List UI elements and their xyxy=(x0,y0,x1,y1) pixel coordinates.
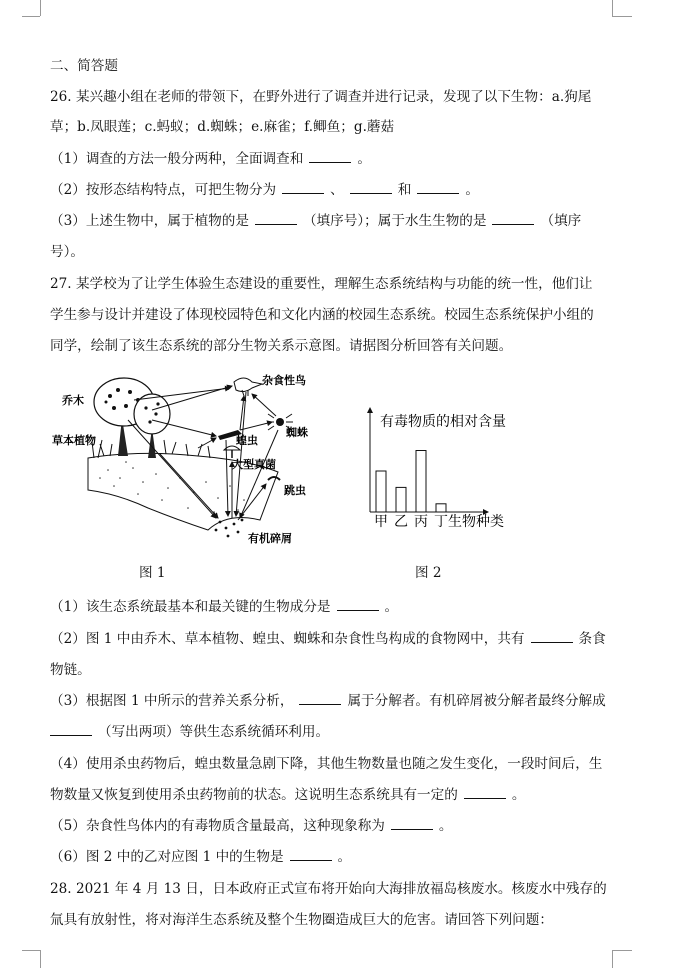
ecosystem-figure xyxy=(48,370,330,550)
category-label-1: 乙 xyxy=(394,514,408,530)
q27-sub1-text: （1）该生态系统最基本和最关键的生物成分是 xyxy=(50,599,331,615)
toxin-bar-chart xyxy=(360,400,530,532)
label-bird: 杂食性鸟 xyxy=(262,374,306,387)
q26-sub2 xyxy=(50,181,479,199)
q26-sub2-sep: 、 xyxy=(330,182,344,198)
answer-blank[interactable] xyxy=(50,723,92,736)
q27-sub5-end: 。 xyxy=(438,818,453,834)
q27-sub2-text: （2）图 1 中由乔木、草本植物、蝗虫、蜘蛛和杂食性鸟构成的食物网中，共有 xyxy=(50,631,525,647)
q26-sub1 xyxy=(50,150,371,168)
crop-mark-top-right-h xyxy=(612,16,632,17)
q27-sub3-wrap xyxy=(50,723,329,741)
answer-blank[interactable] xyxy=(282,181,324,194)
q27-sub4: （4）使用杀虫药物后，蝗虫数量急剧下降，其他生物数量也随之发生变化，一段时间后，生 xyxy=(50,756,603,772)
q27-line1: 27. 某学校为了让学生体验生态建设的重要性，理解生态系统结构与功能的统一性，他们让 xyxy=(50,276,593,292)
q27-sub2 xyxy=(50,630,606,648)
section-title: 二、简答题 xyxy=(50,58,118,74)
answer-blank[interactable] xyxy=(464,786,506,799)
q27-sub3-mid: 属于分解者。有机碎屑被分解者最终分解成 xyxy=(347,693,606,709)
answer-blank[interactable] xyxy=(290,848,332,861)
answer-blank[interactable] xyxy=(531,630,573,643)
crop-mark-bottom-right-h xyxy=(612,950,632,951)
category-label-0: 甲 xyxy=(374,514,388,530)
crop-mark-top-left-h xyxy=(22,16,40,17)
q26-sub2-text: （2）按形态结构特点，可把生物分为 xyxy=(50,182,277,198)
q26-sub3 xyxy=(50,212,581,230)
q26-sub3-text: （3）上述生物中，属于植物的是 xyxy=(50,213,249,229)
q27-sub3 xyxy=(50,692,606,710)
answer-blank[interactable] xyxy=(391,817,433,830)
q27-sub6-text: （6）图 2 中的乙对应图 1 中的生物是 xyxy=(50,849,284,865)
q27-sub5-text: （5）杂食性鸟体内的有毒物质含量最高，这种现象称为 xyxy=(50,818,385,834)
bar-3 xyxy=(436,504,446,512)
answer-blank[interactable] xyxy=(350,181,392,194)
q27-sub2-wrap: 物链。 xyxy=(50,662,91,678)
answer-blank[interactable] xyxy=(492,212,534,225)
q26-sub1-end: 。 xyxy=(357,151,371,167)
q26-sub1-text: （1）调查的方法一般分两种，全面调查和 xyxy=(50,151,304,167)
q27-sub3-text: （3）根据图 1 中所示的营养关系分析， xyxy=(50,693,294,709)
label-spider: 蜘蛛 xyxy=(286,426,308,439)
q26-line2: 草；b.凤眼莲；c.蚂蚁；d.蜘蛛；e.麻雀；f.鲫鱼；g.蘑菇 xyxy=(50,119,395,135)
label-herb: 草本植物 xyxy=(52,434,96,447)
q26-line1: 26. 某兴趣小组在老师的带领下，在野外进行了调查并进行记录，发现了以下生物：a.狗尾 xyxy=(50,89,592,105)
figure1-caption: 图 1 xyxy=(139,565,166,581)
label-springtail: 跳虫 xyxy=(284,484,306,497)
q27-sub4-end: 。 xyxy=(511,787,526,803)
x-axis-label: 生物种类 xyxy=(448,514,504,530)
figure2-caption: 图 2 xyxy=(415,565,442,581)
q27-sub5 xyxy=(50,817,453,835)
q28-line1: 28. 2021 年 4 月 13 日，日本政府正式宣布将开始向大海排放福岛核废水。核废水中残存的 xyxy=(50,881,607,897)
q27-sub1 xyxy=(50,598,398,616)
q27-sub6 xyxy=(50,848,351,866)
q26-sub2-end: 。 xyxy=(465,182,479,198)
answer-blank[interactable] xyxy=(255,212,297,225)
bar-0 xyxy=(376,471,386,512)
bar-2 xyxy=(416,451,426,513)
q27-sub2-tail: 条食 xyxy=(578,631,606,647)
label-detritus: 有机碎屑 xyxy=(248,532,292,545)
q26-sub2-and: 和 xyxy=(397,182,412,198)
q27-line3: 同学，绘制了该生态系统的部分生物关系示意图。请据图分析回答有关问题。 xyxy=(50,338,513,354)
answer-blank[interactable] xyxy=(337,598,379,611)
q27-sub6-end: 。 xyxy=(337,849,352,865)
crop-mark-bottom-right xyxy=(612,950,613,968)
label-locust: 蝗虫 xyxy=(236,434,258,447)
crop-mark-top-left xyxy=(40,0,41,16)
crop-mark-bottom-left-h xyxy=(22,950,40,951)
y-axis-label: 有毒物质的相对含量 xyxy=(380,414,506,430)
category-label-2: 丙 xyxy=(414,514,428,530)
answer-blank[interactable] xyxy=(309,150,351,163)
q27-sub3-tail: （写出两项）等供生态系统循环利用。 xyxy=(98,724,330,740)
answer-blank[interactable] xyxy=(299,692,341,705)
q27-sub1-end: 。 xyxy=(384,599,399,615)
q26-sub3-tail: （填序 xyxy=(540,213,582,229)
category-label-3: 丁 xyxy=(434,514,448,530)
q27-line2: 学生参与设计并建设了体现校园特色和文化内涵的校园生态系统。校园生态系统保护小组的 xyxy=(50,307,594,323)
label-fungus: 大型真菌 xyxy=(232,458,276,471)
q27-sub4-text: 物数量又恢复到使用杀虫药物前的状态。这说明生态系统具有一定的 xyxy=(50,787,458,803)
answer-blank[interactable] xyxy=(417,181,459,194)
label-tree: 乔木 xyxy=(62,394,84,407)
crop-mark-top-right xyxy=(612,0,613,16)
bar-1 xyxy=(396,487,406,512)
q28-line2: 氚具有放射性，将对海洋生态系统及整个生物圈造成巨大的危害。请回答下列问题： xyxy=(50,912,553,928)
q26-sub3-mid: （填序号）；属于水生生物的是 xyxy=(302,213,487,229)
q26-sub3-wrap: 号）。 xyxy=(50,244,84,260)
crop-mark-bottom-left xyxy=(40,950,41,968)
q27-sub4-wrap xyxy=(50,786,525,804)
